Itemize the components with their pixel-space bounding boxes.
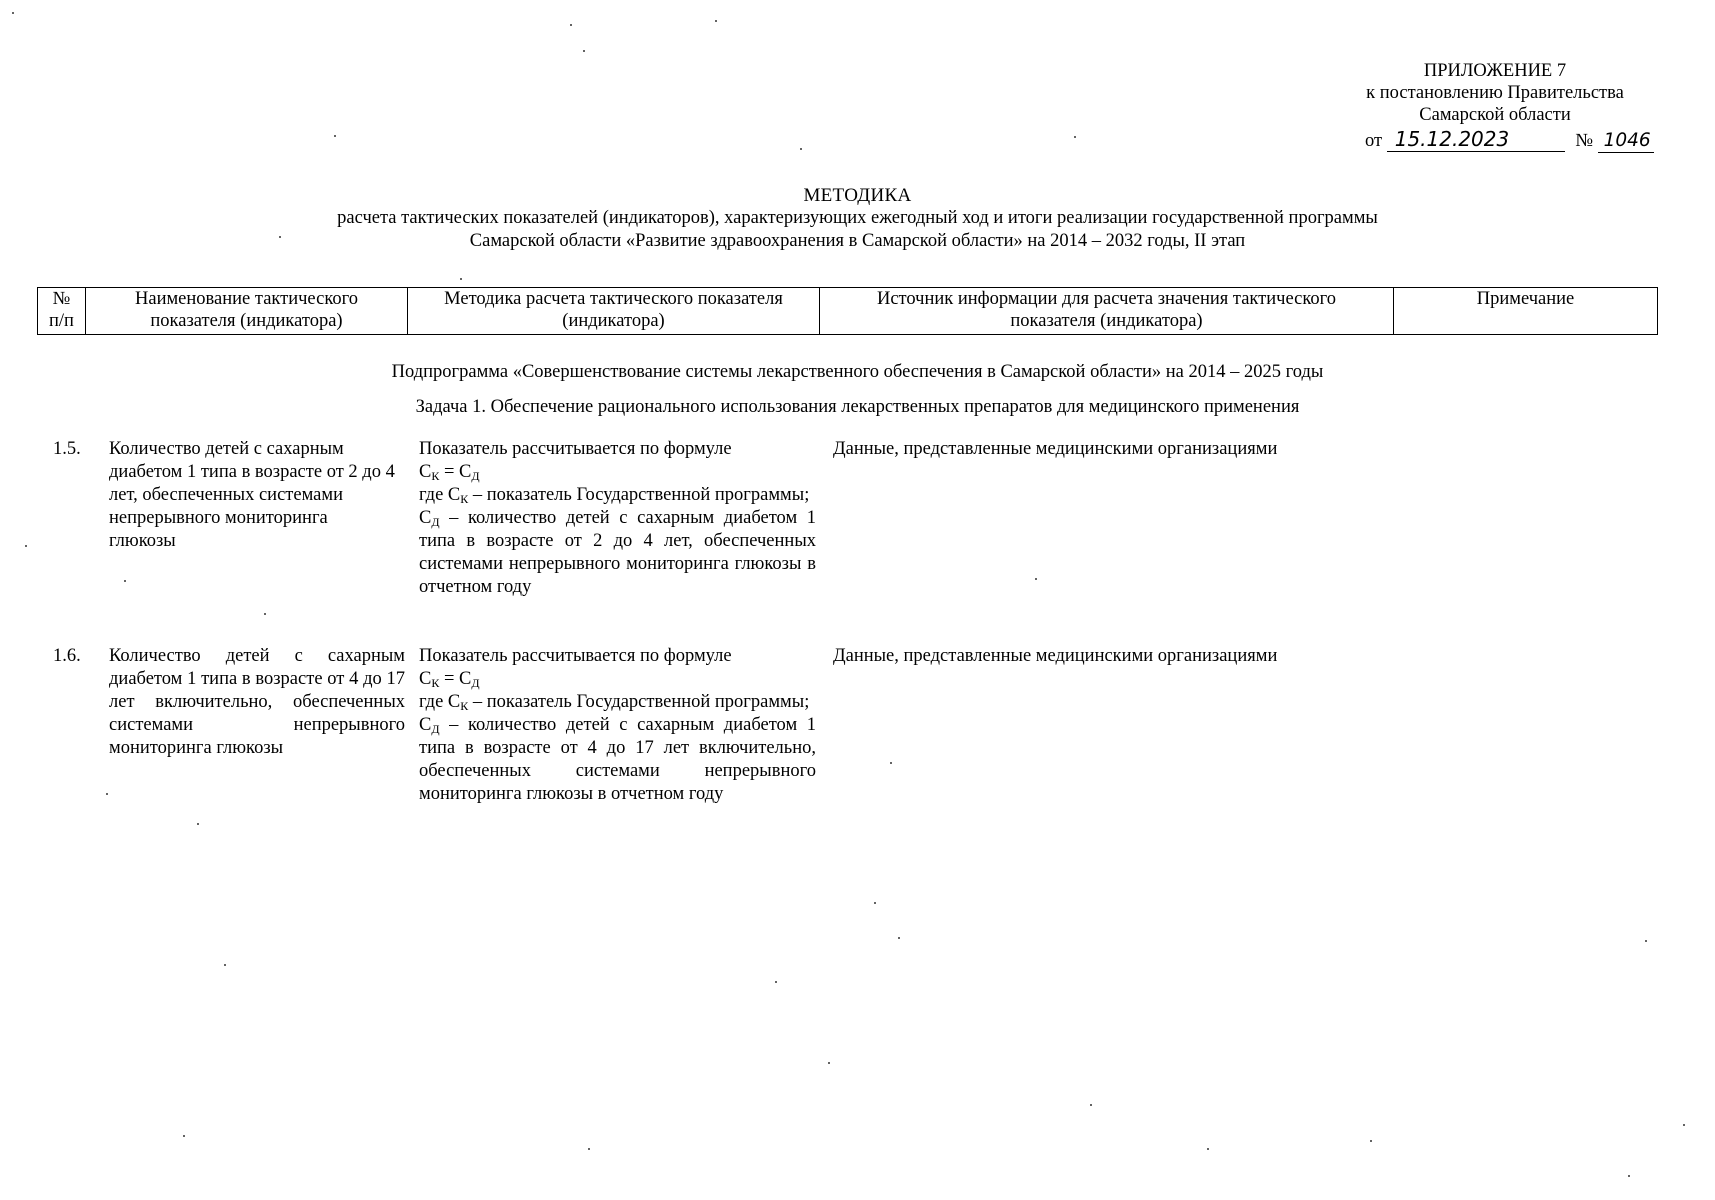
row-indicator-name: Количество детей с сахарным диабетом 1 типа в возрасте от 2 до 4 лет, обеспеченных системами непрерывного мониторинга глюкозы (109, 439, 395, 551)
annex-date-line (1365, 128, 1654, 153)
annex-line-1: к постановлению Правительства (1366, 83, 1624, 103)
header-col-name: Наименование тактического показателя (индикатора) (86, 288, 408, 335)
definition-cd: $С_Д$ – количество детей с сахарным диабетом 1 типа в возрасте от 4 до 17 лет включительно, обеспеченных системами непрерывного мониторинга глюкозы в отчетном году (419, 715, 816, 804)
handwritten-number: 1046 (1598, 129, 1654, 153)
row-indicator-name: Количество детей с сахарным диабетом 1 типа в возрасте от 4 до 17 лет включительно, обеспеченных системами непрерывного мониторинга глюкозы (109, 646, 405, 758)
header-col-source: Источник информации для расчета значения тактического показателя (индикатора) (820, 288, 1394, 335)
definition-ck: где $С_К$ – показатель Государственной программы; (419, 692, 810, 713)
annex-line-2: Самарской области (1419, 105, 1571, 125)
header-col-number: № п/п (38, 288, 86, 335)
document-subtitle-line-1: расчета тактических показателей (индикаторов), характеризующих ежегодный ход и итоги реализации государственной программы (337, 208, 1378, 228)
number-prefix: № (1575, 131, 1593, 151)
handwritten-date: 15.12.2023 (1387, 128, 1565, 152)
row-method: Показатель рассчитывается по формуле $С_К = С_Д$ где $С_К$ – показатель Государственной программы; $С_Д$ – количество детей с сахарным диабетом 1 типа в возрасте от 2 до 4 лет, обеспеченных системами непрерывного мониторинга глюкозы в отчетном году (419, 439, 816, 597)
task-heading: Задача 1. Обеспечение рационального использования лекарственных препаратов для медицинского применения (415, 397, 1300, 417)
definition-cd: $С_Д$ – количество детей с сахарным диабетом 1 типа в возрасте от 2 до 4 лет, обеспеченных системами непрерывного мониторинга глюкозы в отчетном году (419, 508, 816, 597)
formula: $С_К = С_Д$ (419, 462, 480, 483)
header-col-method: Методика расчета тактического показателя (индикатора) (408, 288, 820, 335)
annex-title: ПРИЛОЖЕНИЕ 7 (1423, 61, 1567, 81)
row-method: Показатель рассчитывается по формуле $С_К = С_Д$ где $С_К$ – показатель Государственной программы; $С_Д$ – количество детей с сахарным диабетом 1 типа в возрасте от 4 до 17 лет включительно, обеспеченных системами непрерывного мониторинга глюкозы в отчетном году (419, 646, 816, 804)
row-number: 1.5. (53, 439, 81, 459)
document-subtitle-line-2: Самарской области «Развитие здравоохранения в Самарской области» на 2014 – 2032 годы, II этап (469, 231, 1246, 251)
header-col-note: Примечание (1394, 288, 1658, 335)
document-title: МЕТОДИКА (803, 185, 912, 206)
date-prefix: от (1365, 131, 1383, 151)
row-source: Данные, представленные медицинскими организациями (833, 439, 1278, 459)
definition-ck: где $С_К$ – показатель Государственной программы; (419, 485, 810, 506)
document-title-block (0, 184, 1715, 253)
subprogram-heading: Подпрограмма «Совершенствование системы лекарственного обеспечения в Самарской области» на 2014 – 2025 годы (391, 362, 1324, 382)
table-header (37, 287, 1658, 335)
row-source: Данные, представленные медицинскими организациями (833, 646, 1278, 666)
formula: $С_К = С_Д$ (419, 669, 480, 690)
annex-block (1330, 60, 1660, 126)
row-number: 1.6. (53, 646, 81, 666)
